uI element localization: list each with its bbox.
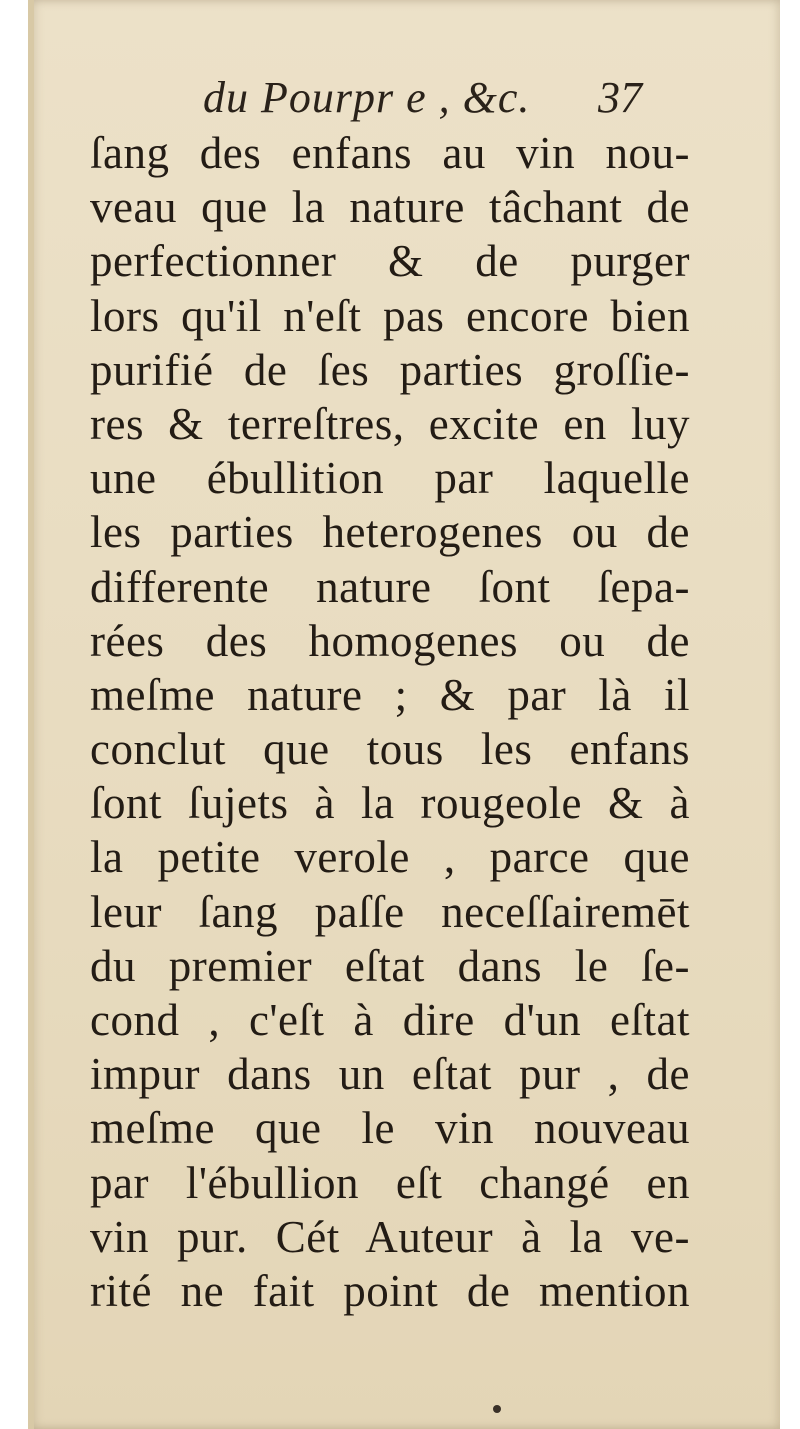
text-line: ſont ſujets à la rougeole & à [90, 778, 690, 829]
text-line: les parties heterogenes ou de [90, 507, 690, 558]
text-line: cond , c'eſt à dire d'un eſtat [90, 995, 690, 1045]
text-line: vin pur. Cét Auteur à la ve- [90, 1211, 690, 1262]
text-line: perfectionner & de purger [90, 236, 690, 287]
text-line: meſme que le vin nouveau [90, 1103, 690, 1154]
text-line: du premier eſtat dans le ſe- [90, 940, 690, 991]
text-line: rées des homogenes ou de [90, 615, 690, 666]
text-line: differente nature ſont ſepa- [90, 561, 690, 612]
text-line: purifié de ſes parties groſſie- [90, 344, 690, 395]
text-line: par l'ébullion eſt changé en [90, 1157, 690, 1208]
running-head: du Pourpr e , &c. [203, 73, 531, 122]
page-header [28, 72, 780, 132]
body-text [90, 126, 690, 1318]
text-line: impur dans un eſtat pur , de [90, 1049, 690, 1100]
text-line: meſme nature ; & par là il [90, 669, 690, 720]
text-line: ſang des enfans au vin nou- [90, 128, 690, 178]
text-line: la petite verole , parce que [90, 832, 690, 883]
text-line: rité ne fait point de mention [90, 1265, 690, 1316]
book-page [28, 0, 780, 1429]
text-line: conclut que tous les enfans [90, 724, 690, 775]
page-gutter-edge [28, 0, 34, 1429]
text-line: res & terreſtres, excite en luy [90, 398, 690, 449]
text-line: leur ſang paſſe neceſſairemēt [90, 886, 690, 937]
ink-speck [493, 1405, 501, 1413]
text-line: une ébullition par laquelle [90, 453, 690, 504]
text-line: lors qu'il n'eſt pas encore bien [90, 290, 690, 341]
text-line: veau que la nature tâchant de [90, 182, 690, 233]
page-number: 37 [598, 73, 642, 122]
